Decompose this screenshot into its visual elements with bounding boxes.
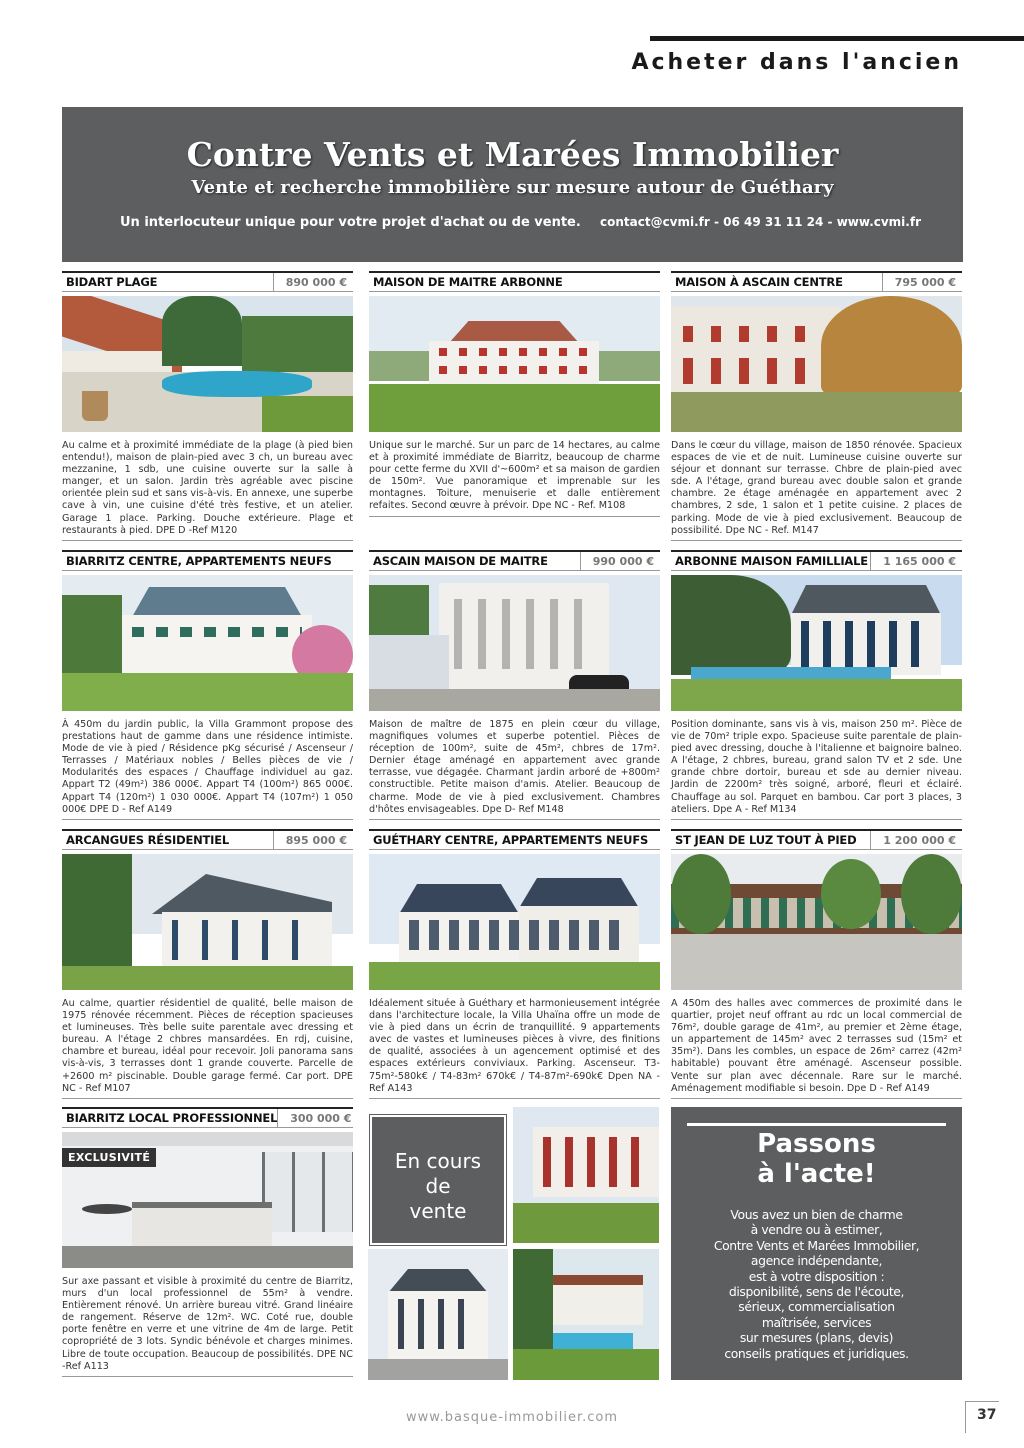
listing-price: 895 000 € xyxy=(273,831,353,849)
listing-description: Au calme, quartier résidentiel de qualité, belle maison de 1975 rénovée récemment. Pièces de réception spacieuses et lumineuses. Très belle suite parentale avec dressing et bureau. A l'étage 2 chbres mansardées. En rdj, cuisine, chambre et bureau, idéal pour recevoir. Joli panorama sans vis-à-vis, 3 terrasses dont 1 grande couverte. Parcelle de +2600 m² piscinable. Double garage fermé. Car port. DPE NC - Ref M107 xyxy=(62,998,353,1099)
cta-block xyxy=(671,1107,962,1380)
listing-photo xyxy=(671,575,962,711)
listing-header xyxy=(62,1107,353,1128)
section-title: Acheter dans l'ancien xyxy=(631,50,962,75)
listing-description: Dans le cœur du village, maison de 1850 rénovée. Spacieux espaces de vie et de nuit. Lumineuse cuisine ouverte sur séjour et donnant sur terrasse. Chbre de plain-pied avec sde. A l'étage, grand bureau avec double salon et grande chambre. 2e étage aménagée en appartement avec 2 chambres, 2 sde, 1 salon et 1 petite cuisine. 2 places de parking. Mode de vie à pied exclusivement. Beaucoup de possibilité. Dpe NC - Ref. M147 xyxy=(671,440,962,541)
listing-title: BIARRITZ CENTRE, APPARTEMENTS NEUFS xyxy=(66,554,332,568)
listing-price xyxy=(335,552,353,570)
listing-description: Au calme et à proximité immédiate de la plage (à pied bien entendu!), maison de plain-pied avec 3 ch, un bureau avec mezzanine, 1 sdb, une cuisine ouverte sur la salle à manger, et un salon. Jardin très agréable avec piscine orientée plein sud et sans vis-à-vis. En annexe, une superbe cave à vin, une cuisine d'été très festive, et un atelier. Garage 1 place. Parking. Douche extérieure. Plage et restaurants à pied. DPE D -Ref M120 xyxy=(62,440,353,541)
sold-collage xyxy=(368,1107,659,1380)
listing-price: 1 200 000 € xyxy=(870,831,962,849)
listing-description: A 450m des halles avec commerces de proximité dans le quartier, projet neuf offrant au rdc un local commercial de 76m², double garage de 41m², au premier et 2ème étage, un appartement de 145m² avec 2 terrasses sud (15m² et 35m²). Dans les combles, un espace de 26m² carrez (42m² habitable) pouvant être aménagé. Ascenseur possible. Vente sur plan avec décennale. Rare sur le marché. Aménagement modifiable si besoin. Dpe D - Ref A149 xyxy=(671,998,962,1099)
listing-photo xyxy=(671,296,962,432)
listing-description: Sur axe passant et visible à proximité du centre de Biarritz, murs d'un local professionnel de 55m² à vendre. Entièrement rénové. Un arrière bureau vitré. Grand linéaire de rangement. Réserve de 12m². WC. Coté rue, double porte fenêtre en verre et une vitrine de 4m de large. Petit copropriété de 3 lots. Syndic bénévole et charges minimes. Libre de toute occupation. Beaucoup de possibilités. DPE NC -Ref A113 xyxy=(62,1276,353,1377)
listing-title: MAISON DE MAITRE ARBONNE xyxy=(373,275,563,289)
listing-header xyxy=(62,271,353,292)
listing-photo xyxy=(62,296,353,432)
listing-photo xyxy=(369,296,660,432)
listing-title: MAISON À ASCAIN CENTRE xyxy=(675,275,843,289)
listing-title: ST JEAN DE LUZ TOUT À PIED xyxy=(675,833,857,847)
listing-photo xyxy=(369,854,660,990)
listing-photo xyxy=(369,575,660,711)
listing-price: 890 000 € xyxy=(273,273,353,291)
listing-card[interactable] xyxy=(62,829,353,1099)
footer-url[interactable]: www.basque-immobilier.com xyxy=(405,1410,619,1425)
page-number: 37 xyxy=(977,1407,997,1423)
listing-photo xyxy=(62,575,353,711)
listing-price: 1 165 000 € xyxy=(870,552,962,570)
listing-description: Maison de maître de 1875 en plein cœur du village, magnifiques volumes et superbe potentiel. Pièces de réception de 100m², suite de 45m², chbres de 17m². Dernier étage aménagé en appartement avec grande terrasse, vue dégagée. Charmant jardin arboré de +800m² constructible. Petite maison d'amis. Atelier. Beaucoup de charme. Mode de vie à pied exclusivement. Chambres d'hôtes envisageables. Dpe D- Ref M148 xyxy=(369,719,660,820)
sold-photo xyxy=(368,1249,508,1380)
listing-description: Position dominante, sans vis à vis, maison 250 m². Pièce de vie de 70m² triple expo. Spacieuse suite parentale de plain-pied avec dressing, douche à l'italienne et baignoire balneo. A l'étage, 2 chbres, bureau, grand salon TV et 2 sde. Une grande chbre dortoir, bureau et sde au dernier niveau. Jardin de 2200m² très soigné, arboré, fleuri et éclairé. Chauffage au sol. Parquet en bambou. Car port 3 places, 3 ateliers. Dpe A - Ref M134 xyxy=(671,719,962,820)
listing-card[interactable] xyxy=(671,550,962,820)
listing-price xyxy=(648,831,666,849)
listing-card[interactable] xyxy=(671,829,962,1099)
listing-title: BIARRITZ LOCAL PROFESSIONNEL xyxy=(66,1111,278,1125)
listing-price xyxy=(642,273,660,291)
cta-text: Vous avez un bien de charme à vendre ou à estimer, Contre Vents et Marées Immobilier, agence indépendante, est à votre disposition : disponibilité, sens de l'écoute, sérieux, commercialisation maîtrisée, services sur mesures (plans, devis) conseils pratiques et juridiques. xyxy=(713,1207,920,1361)
listing-photo xyxy=(671,854,962,990)
listing-photo xyxy=(62,1132,353,1268)
sold-label-box xyxy=(370,1115,506,1245)
listing-header xyxy=(369,829,660,850)
listing-title: GUÉTHARY CENTRE, APPARTEMENTS NEUFS xyxy=(373,833,649,847)
exclusivity-badge: EXCLUSIVITÉ xyxy=(62,1148,156,1167)
listing-header xyxy=(671,271,962,292)
listing-description: Unique sur le marché. Sur un parc de 14 hectares, au calme et à proximité immédiate de Biarritz, beaucoup de charme pour cette ferme du XVII d'~600m² et sa maison de gardien de 150m². Vue panoramique et imprenable sur les montagnes. Toiture, menuiserie et dalle entièrement refaites. Second œuvre à prévoir. Dpe NC - Ref. M108 xyxy=(369,440,660,517)
listing-title: ASCAIN MAISON DE MAITRE xyxy=(373,554,548,568)
header-rule xyxy=(650,36,1024,41)
agency-tagline: Vente et recherche immobilière sur mesure autour de Guéthary xyxy=(191,177,834,198)
listing-card[interactable] xyxy=(369,271,660,517)
listing-description: Idéalement située à Guéthary et harmonieusement intégrée dans l'architecture locale, la Villa Uhaïna offre un mode de vie à pied dans un écrin de tranquillité. 9 appartements avec de vastes et lumineuses pièces à vivre, des finitions de qualité, associées à un agencement optimisé et des espaces extérieurs conviviaux. Parking. Ascenseur. T3-75m²-580k€ / T4-83m² 670k€ / T4-87m²-690k€ Dpen NA - Ref A143 xyxy=(369,998,660,1099)
cta-rule xyxy=(687,1123,946,1126)
listing-header xyxy=(62,829,353,850)
listing-header xyxy=(62,550,353,571)
listing-header xyxy=(369,271,660,292)
listing-description: À 450m du jardin public, la Villa Grammont propose des prestations haut de gamme dans une résidence intimiste. Mode de vie à pied / Résidence pKg sécurisé / Ascenseur / Terrasses / Matériaux nobles / Belles pièces de vie / Modularités des espaces / Chauffage individuel au gaz. Appart T2 (49m²) 386 000€. Appart T4 (100m²) 865 000€. Appart T4 (120m²) 1 030 000€. Appart T4 (107m²) 1 050 000€ DPE D - Ref A149 xyxy=(62,719,353,820)
sold-photo xyxy=(513,1107,659,1243)
sold-photo xyxy=(513,1249,659,1380)
sold-label: En cours de vente xyxy=(394,1149,482,1223)
listing-header xyxy=(671,550,962,571)
listing-header xyxy=(671,829,962,850)
listing-card[interactable] xyxy=(62,550,353,820)
agency-banner xyxy=(62,107,963,262)
listing-photo xyxy=(62,854,353,990)
listing-header xyxy=(369,550,660,571)
listing-price: 990 000 € xyxy=(580,552,660,570)
listing-title: BIDART PLAGE xyxy=(66,275,158,289)
agency-intro: Un interlocuteur unique pour votre projet d'achat ou de vente. xyxy=(120,215,581,230)
listing-card[interactable] xyxy=(62,271,353,541)
listing-price: 300 000 € xyxy=(277,1109,357,1127)
listing-card[interactable] xyxy=(369,550,660,820)
cta-title: Passons à l'acte! xyxy=(757,1129,876,1189)
listing-card[interactable] xyxy=(62,1107,353,1377)
agency-contact[interactable]: contact@cvmi.fr - 06 49 31 11 24 - www.cvmi.fr xyxy=(599,215,921,229)
listing-card[interactable] xyxy=(671,271,962,541)
listing-title: ARCANGUES RÉSIDENTIEL xyxy=(66,833,230,847)
listing-card[interactable] xyxy=(369,829,660,1099)
agency-name: Contre Vents et Marées Immobilier xyxy=(186,135,839,174)
listing-price: 795 000 € xyxy=(882,273,962,291)
listing-title: ARBONNE MAISON FAMILLIALE xyxy=(675,554,868,568)
